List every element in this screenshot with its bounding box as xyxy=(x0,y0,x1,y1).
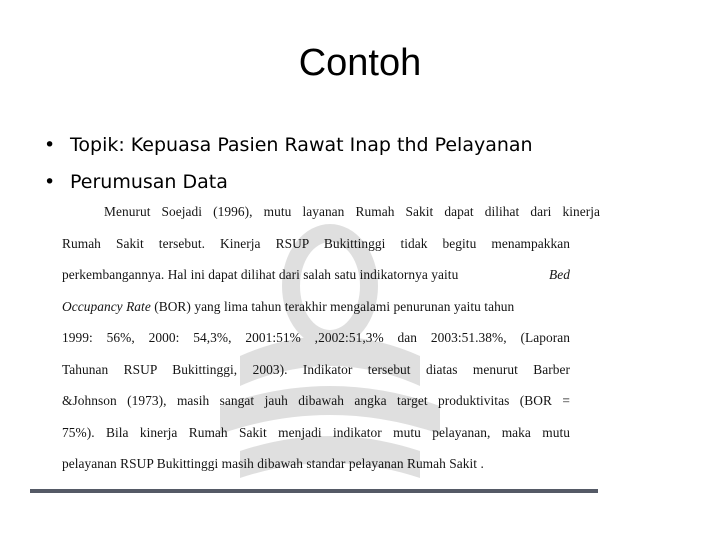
bullet-icon: • xyxy=(44,171,56,193)
document-line: 75%). Bila kinerja Rumah Sakit menjadi indikator mutu pelayanan, maka mutu xyxy=(62,425,570,440)
document-line: Menurut Soejadi (1996), mutu layanan Rumah Sakit dapat dilihat dari kinerja xyxy=(104,204,600,219)
bullet-icon: • xyxy=(44,134,56,156)
bottom-rule xyxy=(30,489,598,493)
document-line: Occupancy Rate (BOR) yang lima tahun terakhir mengalami penurunan yaitu tahun xyxy=(62,299,515,314)
document-line: &Johnson (1973), masih sangat jauh dibawah angka target produktivitas (BOR = xyxy=(62,393,570,408)
document-line: Rumah Sakit tersebut. Kinerja RSUP Bukittinggi tidak begitu menampakkan xyxy=(62,236,570,251)
document-line: 1999: 56%, 2000: 54,3%, 2001:51% ,2002:51,3% dan 2003:51.38%, (Laporan xyxy=(62,330,570,345)
document-line: perkembangannya. Hal ini dapat dilihat dari salah satu indikatornya yaitu Bed xyxy=(62,267,570,282)
slide-title: Contoh xyxy=(298,42,422,84)
bullet-item: • Perumusan Data xyxy=(44,167,533,204)
scanned-document-image xyxy=(30,196,600,496)
bullet-item: • Topik: Kepuasa Pasien Rawat Inap thd Pelayanan xyxy=(44,130,533,167)
document-line: pelayanan RSUP Bukittinggi masih dibawah standar pelayanan Rumah Sakit . xyxy=(62,456,484,471)
bullet-list xyxy=(44,130,533,204)
document-line: Tahunan RSUP Bukittinggi, 2003). Indikator tersebut diatas menurut Barber xyxy=(62,362,570,377)
